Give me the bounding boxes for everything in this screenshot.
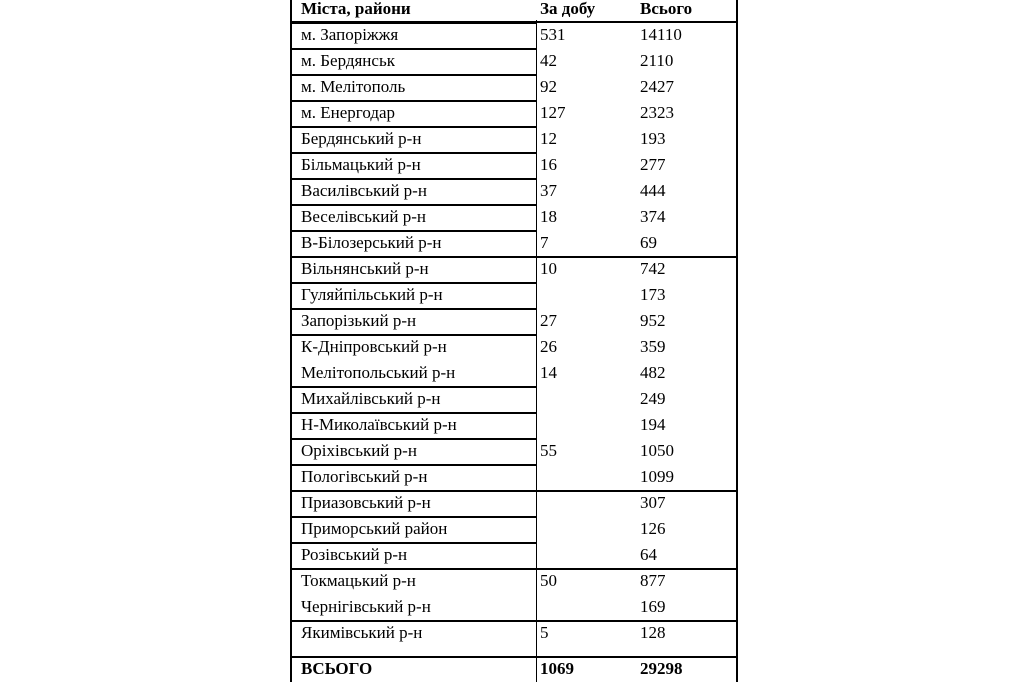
table-row	[292, 230, 736, 256]
total-all: 29298	[640, 659, 683, 678]
table-row	[292, 282, 736, 308]
row-name: Бердянський р-н	[301, 129, 422, 148]
row-total: 952	[640, 311, 666, 330]
header-total: Всього	[640, 0, 693, 18]
row-name: Запорізький р-н	[301, 311, 417, 330]
table-row	[292, 412, 736, 438]
table-row	[292, 74, 736, 100]
row-name: Чернігівський р-н	[301, 597, 431, 616]
row-total: 742	[640, 259, 666, 278]
row-day: 16	[540, 155, 557, 174]
row-total: 2110	[640, 51, 674, 70]
header-cities: Міста, райони	[301, 0, 411, 18]
covid-cases-table	[290, 0, 738, 682]
row-name: Розівський р-н	[301, 545, 408, 564]
table-row	[292, 152, 736, 178]
table-row	[292, 334, 736, 360]
row-day: 55	[540, 441, 557, 460]
row-day: 92	[540, 77, 557, 96]
row-total: 2427	[640, 77, 674, 96]
row-name: К-Дніпровський р-н	[301, 337, 447, 356]
table-row	[292, 100, 736, 126]
row-total: 194	[640, 415, 666, 434]
row-total: 2323	[640, 103, 674, 122]
row-total: 1050	[640, 441, 674, 460]
row-total: 1099	[640, 467, 674, 486]
row-total: 307	[640, 493, 666, 512]
row-day: 10	[540, 259, 557, 278]
total-row	[292, 656, 736, 682]
table-row	[292, 204, 736, 230]
table-row	[292, 516, 736, 542]
row-name: Василівський р-н	[301, 181, 427, 200]
total-label: ВСЬОГО	[301, 659, 373, 678]
row-total: 482	[640, 363, 666, 382]
row-name: м. Енергодар	[301, 103, 396, 122]
row-total: 14110	[640, 25, 682, 44]
row-day: 5	[540, 623, 549, 642]
row-total: 173	[640, 285, 666, 304]
row-name: Н-Миколаївський р-н	[301, 415, 457, 434]
row-day: 42	[540, 51, 557, 70]
row-day: 26	[540, 337, 557, 356]
row-name: Гуляйпільський р-н	[301, 285, 443, 304]
row-total: 69	[640, 233, 657, 252]
row-name: м. Бердянськ	[301, 51, 395, 70]
table-header	[292, 0, 736, 23]
row-day: 18	[540, 207, 557, 226]
table-row	[292, 178, 736, 204]
table-row	[292, 22, 736, 48]
row-day: 37	[540, 181, 557, 200]
row-name: м. Мелітополь	[301, 77, 406, 96]
row-day: 531	[540, 25, 566, 44]
row-name: Приазовський р-н	[301, 493, 431, 512]
header-per-day: За добу	[540, 0, 596, 18]
table-row	[292, 308, 736, 334]
table-row	[292, 594, 736, 620]
row-total: 169	[640, 597, 666, 616]
table-row	[292, 438, 736, 464]
row-name: Вільнянський р-н	[301, 259, 429, 278]
row-day: 50	[540, 571, 557, 590]
row-name: Веселівський р-н	[301, 207, 427, 226]
row-day: 7	[540, 233, 549, 252]
row-total: 444	[640, 181, 666, 200]
table-row	[292, 126, 736, 152]
row-name: В-Білозерський р-н	[301, 233, 442, 252]
table-row	[292, 360, 736, 386]
row-name: Мелітопольський р-н	[301, 363, 456, 382]
row-total: 877	[640, 571, 666, 590]
row-total: 126	[640, 519, 666, 538]
row-name: Якимівський р-н	[301, 623, 423, 642]
row-name: м. Запоріжжя	[301, 25, 399, 44]
row-name: Михайлівський р-н	[301, 389, 441, 408]
row-total: 249	[640, 389, 666, 408]
table-row	[292, 542, 736, 568]
table-row	[292, 464, 736, 490]
row-day: 27	[540, 311, 557, 330]
table-row	[292, 568, 736, 594]
row-name: Пологівський р-н	[301, 467, 428, 486]
table-row	[292, 386, 736, 412]
row-total: 374	[640, 207, 666, 226]
total-day: 1069	[540, 659, 574, 678]
row-name: Токмацький р-н	[301, 571, 416, 590]
table-row	[292, 256, 736, 282]
row-total: 359	[640, 337, 666, 356]
table-row	[292, 620, 736, 646]
row-total: 128	[640, 623, 666, 642]
row-day: 127	[540, 103, 566, 122]
row-name: Оріхівський р-н	[301, 441, 417, 460]
row-day: 12	[540, 129, 557, 148]
row-name: Більмацький р-н	[301, 155, 421, 174]
table-row	[292, 48, 736, 74]
row-total: 193	[640, 129, 666, 148]
table-row	[292, 490, 736, 516]
row-total: 277	[640, 155, 666, 174]
row-day: 14	[540, 363, 557, 382]
row-total: 64	[640, 545, 657, 564]
row-name: Приморський район	[301, 519, 448, 538]
